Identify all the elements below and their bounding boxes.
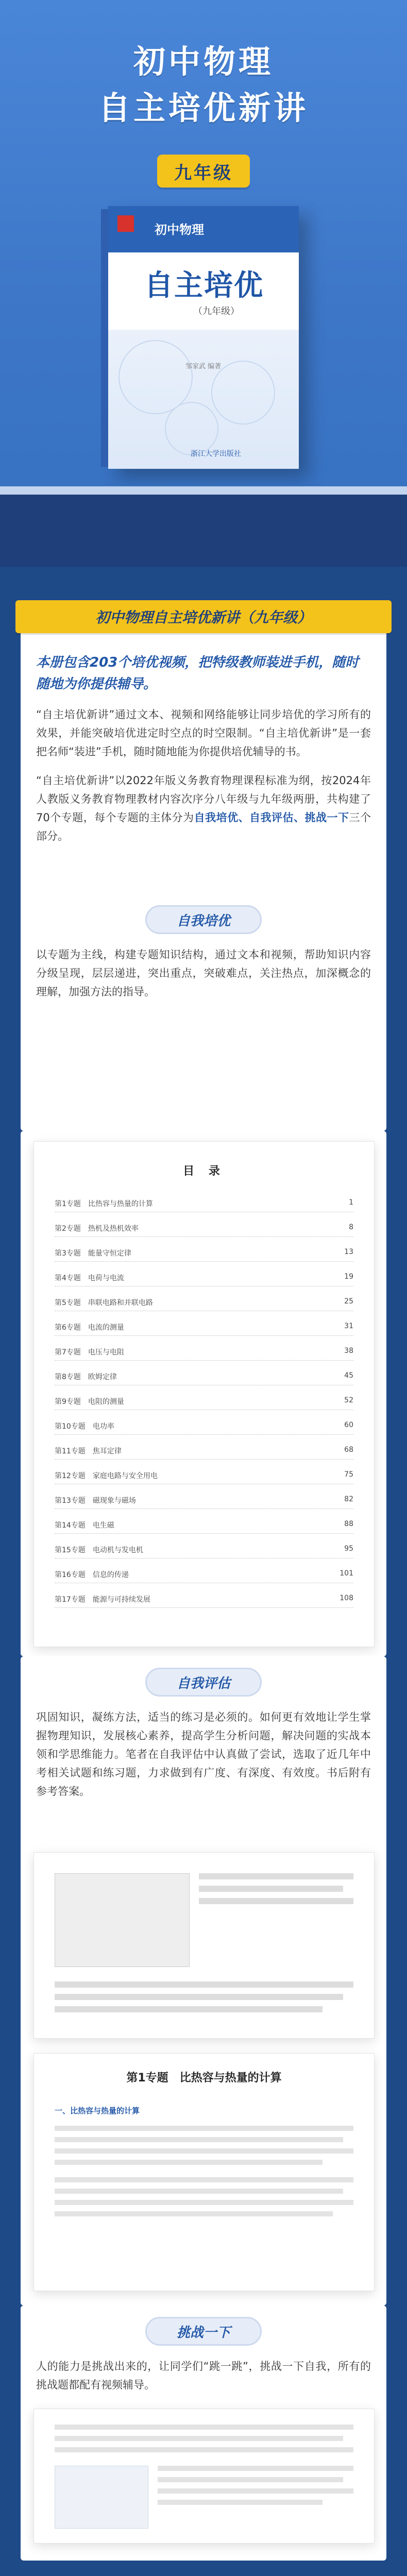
intro-paragraph-2-text: “自主培优新讲”以2022年版义务教育物理课程标准为纲，按2024年人教版义务教育物理教材内容次序分八年级与九年级两册，共构建了70个专题，每个专题的主体分为 [36,774,371,824]
toc-row [55,1248,353,1262]
challenge-subhead-wrap [21,2316,386,2347]
intro-paragraph-2-highlight: 自我培优、自我评估、挑战一下 [194,811,349,824]
challenge-figure [55,2466,148,2529]
hero-title-line2: 自主培优新讲 [98,89,309,127]
text-line [55,1981,353,1988]
book-publisher: 浙江大学出版社 [191,450,241,458]
toc-row-page: 82 [344,1495,353,1503]
grade-badge: 九年级 [157,155,250,188]
toc-row [55,1396,353,1410]
eval-doc-subheading: 一、比热容与热量的计算 [55,2106,140,2115]
text-line [55,2137,343,2142]
toc-row-page: 101 [340,1569,353,1578]
hero-strip [0,486,407,495]
intro-card [21,609,386,1131]
decor-circle [118,340,193,414]
toc-row [55,1347,353,1361]
toc-row-title: 第5专题 串联电路和并联电路 [55,1299,153,1307]
book-grade: （九年级） [193,306,240,317]
hero-banner [0,0,407,567]
text-line [199,1873,353,1879]
toc-row [55,1446,353,1460]
text-line [55,1994,343,2000]
toc-row-page: 45 [344,1371,353,1380]
challenge-doc [33,2409,375,2544]
toc-row [55,1322,353,1336]
toc-row-title: 第13专题 磁现象与磁场 [55,1497,136,1505]
text-line [55,2126,353,2131]
toc-row [55,1371,353,1385]
toc-row [55,1545,353,1558]
toc-row-title: 第14专题 电生磁 [55,1521,114,1530]
book-logo-icon [117,215,134,232]
text-line [158,2500,323,2505]
eval-doc-bottom [33,2053,375,2291]
book-spine [101,209,108,467]
text-line [55,2177,353,2182]
toc-row-page: 68 [344,1446,353,1454]
toc-row-title: 第15专题 电动机与发电机 [55,1546,143,1554]
toc-row-page: 31 [344,1322,353,1330]
toc-row-title: 第4专题 电荷与电流 [55,1274,124,1282]
self-text: 以专题为主线，构建专题知识结构，通过文本和视频，帮助知识内容分级呈现，层层递进，突出重点，突破难点，关注热点，加深概念的理解，加强方法的指导。 [36,948,371,998]
toc-row-page: 8 [349,1223,353,1231]
toc-card [21,1131,386,1656]
challenge-card [21,2306,386,2561]
text-line [158,2477,343,2482]
book-subtitle: 初中物理 [155,223,204,237]
intro-paragraph-2-end: 三个部分。 [36,811,371,842]
text-line [55,2425,353,2430]
challenge-text: 人的能力是挑战出来的，让同学们“跳一跳”，挑战一下自我，所有的挑战题都配有视频辅导。 [36,2360,371,2391]
toc-document [33,1141,375,1647]
toc-row-title: 第11专题 焦耳定律 [55,1447,122,1455]
text-line [158,2466,353,2471]
eval-card [21,1656,386,2306]
toc-row-title: 第17专题 能源与可持续发展 [55,1596,150,1604]
toc-row-page: 1 [349,1198,353,1207]
toc-row-title: 第10专题 电功率 [55,1422,114,1431]
toc-row-title: 第9专题 电阻的测量 [55,1398,124,1406]
toc-row-title: 第6专题 电流的测量 [55,1324,124,1332]
text-line [55,2200,353,2205]
text-line [55,2436,343,2441]
toc-row [55,1495,353,1509]
decor-circle [165,402,218,455]
toc-title: 目 录 [183,1165,225,1178]
intro-header: 初中物理自主培优新讲（九年级） [15,600,392,633]
toc-row-page: 19 [344,1273,353,1281]
toc-row-page: 108 [340,1594,353,1602]
toc-row-page: 88 [344,1520,353,1528]
intro-lead: 本册包含203个培优视频，把特级教师装进手机，随时随地为你提供辅导。 [36,655,359,692]
text-line [55,2447,353,2452]
toc-row [55,1273,353,1286]
hero-title-line1: 初中物理 [133,43,274,80]
toc-row-page: 13 [344,1248,353,1256]
book-title: 自主培优 [144,269,264,302]
eval-subhead: 自我评估 [145,1668,262,1697]
self-subhead-wrap [21,904,386,935]
text-line [55,2211,333,2216]
toc-row-title: 第8专题 欧姆定律 [55,1373,117,1381]
book-cover [108,206,299,469]
eval-doc-top [33,1852,375,2039]
toc-row-title: 第1专题 比热容与热量的计算 [55,1200,153,1208]
hero-bottom-band [0,495,407,567]
text-line [55,2189,343,2194]
toc-row [55,1198,353,1212]
text-line [55,2148,353,2154]
toc-row-title: 第16专题 信息的传递 [55,1571,129,1579]
toc-row-page: 75 [344,1470,353,1479]
toc-row-page: 60 [344,1421,353,1429]
toc-row-title: 第2专题 热机及热机效率 [55,1225,139,1233]
text-line [55,2006,323,2012]
toc-row [55,1421,353,1435]
toc-row [55,1520,353,1534]
text-line [158,2488,353,2494]
toc-row-page: 52 [344,1396,353,1404]
eval-doc-heading: 第1专题 比热容与热量的计算 [126,2072,282,2084]
self-subhead: 自我培优 [145,905,262,934]
text-line [199,1886,343,1892]
toc-row [55,1594,353,1608]
toc-row-page: 38 [344,1347,353,1355]
toc-row [55,1470,353,1484]
book-author: 邹家武 编著 [185,363,222,370]
eval-subhead-wrap [21,1667,386,1698]
toc-row-title: 第3专题 能量守恒定律 [55,1249,131,1258]
eval-text: 巩固知识，凝练方法，适当的练习是必须的。如何更有效地让学生掌握物理知识，发展核心素养，提高学生分析问题，解决问题的实战本领和学思维能力。笔者在自我评估中认真做了尝试，选取了近几年中考相关试题和练习题，力求做到有广度、有深度、有效度。书后附有参考答案。 [36,1711,371,1798]
experiment-figure [55,1873,190,1967]
toc-row-page: 95 [344,1545,353,1553]
toc-row [55,1569,353,1583]
toc-row [55,1223,353,1237]
toc-row-title: 第12专题 家庭电路与安全用电 [55,1472,158,1480]
toc-row [55,1297,353,1311]
toc-row-page: 25 [344,1297,353,1306]
text-line [199,1898,353,1904]
toc-row-title: 第7专题 电压与电阻 [55,1348,124,1357]
text-line [55,2160,323,2165]
challenge-subhead: 挑战一下 [145,2317,262,2346]
intro-paragraph-1: “自主培优新讲”通过文本、视频和网络能够让同步培优的学习所有的效果，并能突破培优进定时空点的时空限制。“自主培优新讲”是一套把名师“装进”手机，随时随地能为你提供培优辅导的书。 [36,708,371,758]
intro-paragraph-2 [36,771,371,845]
